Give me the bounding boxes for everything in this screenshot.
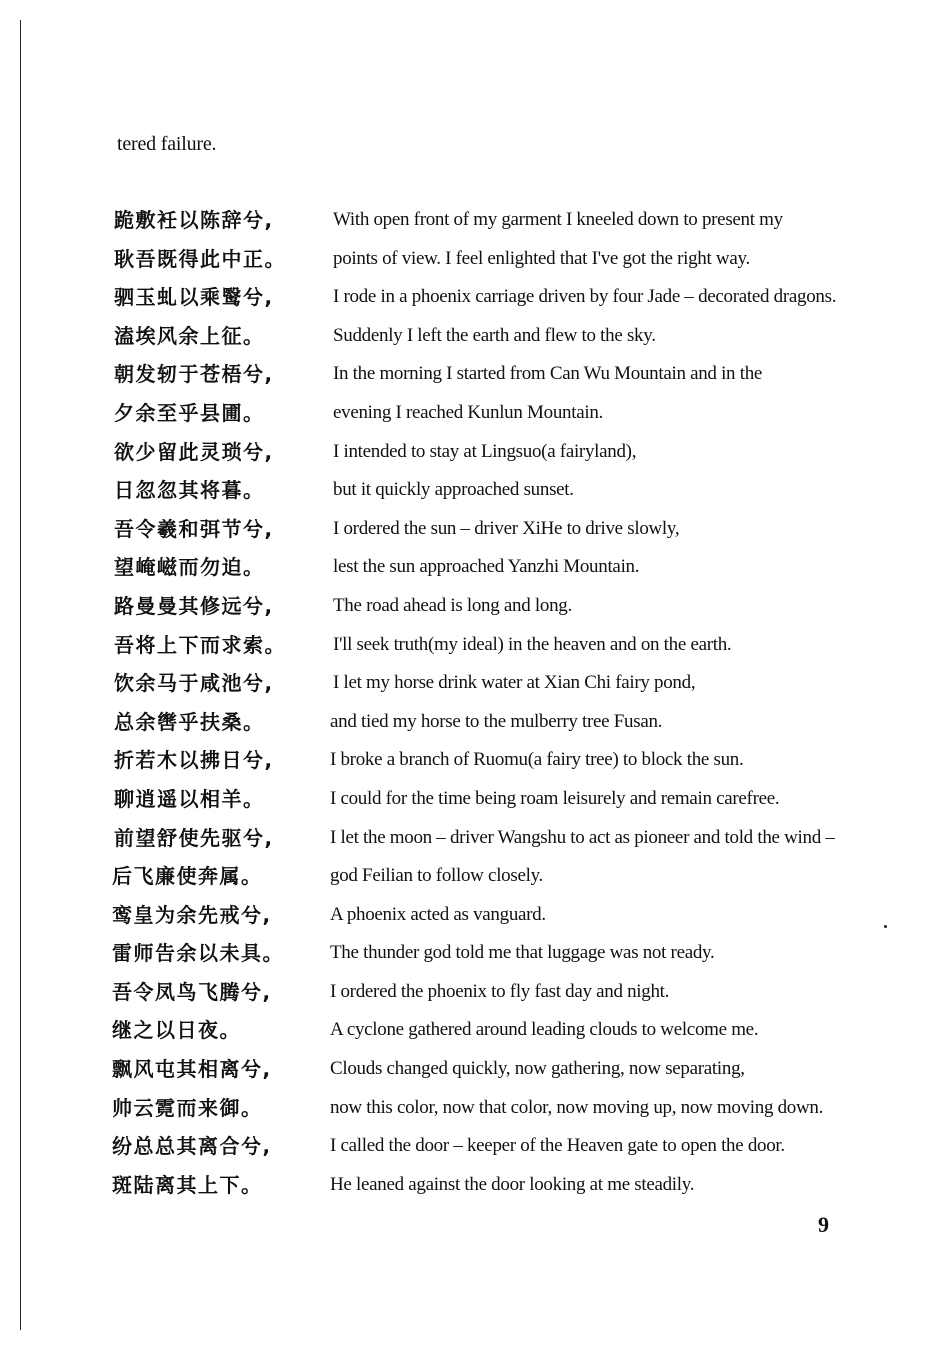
poem-line [0,280,952,319]
english-translation: I broke a branch of Ruomu(a fairy tree) to block the sun. [330,749,744,771]
poem-line [0,705,952,744]
poem-line [0,821,952,860]
chinese-verse: 吾将上下而求索。 [114,632,286,657]
english-translation: now this color, now that color, now moving up, now moving down. [330,1096,824,1118]
english-translation: I rode in a phoenix carriage driven by four Jade – decorated dragons. [333,286,837,308]
poem-line [0,512,952,551]
english-translation: Clouds changed quickly, now gathering, now separating, [330,1058,745,1080]
poem-line [0,1091,952,1130]
poem-line [0,589,952,628]
chinese-verse: 吾令凤鸟飞腾兮, [112,979,272,1004]
english-translation: The thunder god told me that luggage was not ready. [330,942,715,964]
chinese-verse: 帅云霓而来御。 [112,1095,263,1120]
chinese-verse: 跪敷衽以陈辞兮, [114,208,274,232]
chinese-verse: 斑陆离其上下。 [112,1172,263,1197]
poem-line [0,936,952,975]
chinese-verse: 吾令羲和弭节兮, [114,516,274,541]
chinese-verse: 路曼曼其修远兮, [114,593,274,618]
english-translation: god Feilian to follow closely. [330,865,543,887]
chinese-verse: 前望舒使先驱兮, [114,825,274,850]
poem-line [0,898,952,937]
chinese-verse: 溘埃风余上征。 [114,323,265,348]
english-translation: I ordered the phoenix to fly fast day and night. [330,980,670,1002]
chinese-verse: 耿吾既得此中正。 [114,246,286,271]
poem-lines [0,203,952,1206]
english-translation: I let my horse drink water at Xian Chi fairy pond, [333,672,696,694]
english-translation: I let the moon – driver Wangshu to act as pioneer and told the wind – [330,826,835,848]
poem-line [0,1052,952,1091]
poem-line [0,435,952,474]
carry-over-text: tered failure. [117,133,217,155]
chinese-verse: 折若木以拂日兮, [114,748,274,773]
english-translation: A cyclone gathered around leading clouds to welcome me. [330,1019,759,1041]
chinese-verse: 欲少留此灵琐兮, [114,439,274,464]
english-translation: points of view. I feel enlighted that I've got the right way. [333,247,750,269]
poem-line [0,319,952,358]
chinese-verse: 飘风屯其相离兮, [112,1057,272,1082]
chinese-verse: 饮余马于咸池兮, [114,671,274,696]
poem-line [0,628,952,667]
english-translation: Suddenly I left the earth and flew to the sky. [333,324,656,346]
english-translation: In the morning I started from Can Wu Mountain and in the [333,363,763,385]
poem-line [0,357,952,396]
poem-line [0,396,952,435]
english-translation: I'll seek truth(my ideal) in the heaven and on the earth. [333,633,732,655]
poem-line [0,782,952,821]
english-translation: I called the door – keeper of the Heaven gate to open the door. [330,1135,785,1157]
poem-line [0,550,952,589]
english-translation: and tied my horse to the mulberry tree Fusan. [330,710,663,732]
chinese-verse: 望崦嵫而勿迫。 [114,555,265,580]
poem-line [0,1129,952,1168]
chinese-verse: 朝发轫于苍梧兮, [114,362,274,387]
poem-line [0,203,952,242]
chinese-verse: 纷总总其离合兮, [112,1134,272,1159]
english-translation: With open front of my garment I kneeled down to present my [333,209,783,230]
chinese-verse: 雷师告余以未具。 [112,941,284,966]
chinese-verse: 驷玉虬以乘鹥兮, [114,285,274,310]
poem-line [0,473,952,512]
poem-line [0,666,952,705]
chinese-verse: 日忽忽其将暮。 [114,478,265,503]
english-translation: The road ahead is long and long. [333,594,572,616]
poem-line [0,975,952,1014]
english-translation: A phoenix acted as vanguard. [330,903,546,925]
poem-line [0,242,952,281]
chinese-verse: 总余辔乎扶桑。 [114,709,265,734]
chinese-verse: 后飞廉使奔属。 [112,864,263,889]
poem-line [0,1168,952,1207]
stray-dot [884,925,887,928]
english-translation: I ordered the sun – driver XiHe to drive slowly, [333,517,680,539]
english-translation: evening I reached Kunlun Mountain. [333,401,603,423]
chinese-verse: 夕余至乎县圃。 [114,400,265,425]
english-translation: I intended to stay at Lingsuo(a fairyland), [333,440,637,462]
poem-line [0,859,952,898]
page-number: 9 [818,1212,829,1237]
chinese-verse: 聊逍遥以相羊。 [114,786,265,811]
chinese-verse: 鸾皇为余先戒兮, [112,902,272,927]
chinese-verse: 继之以日夜。 [112,1018,241,1043]
poem-line [0,743,952,782]
english-translation: I could for the time being roam leisurely and remain carefree. [330,787,780,809]
poem-line [0,1013,952,1052]
english-translation: He leaned against the door looking at me steadily. [330,1173,695,1195]
english-translation: lest the sun approached Yanzhi Mountain. [333,556,640,578]
english-translation: but it quickly approached sunset. [333,479,574,501]
